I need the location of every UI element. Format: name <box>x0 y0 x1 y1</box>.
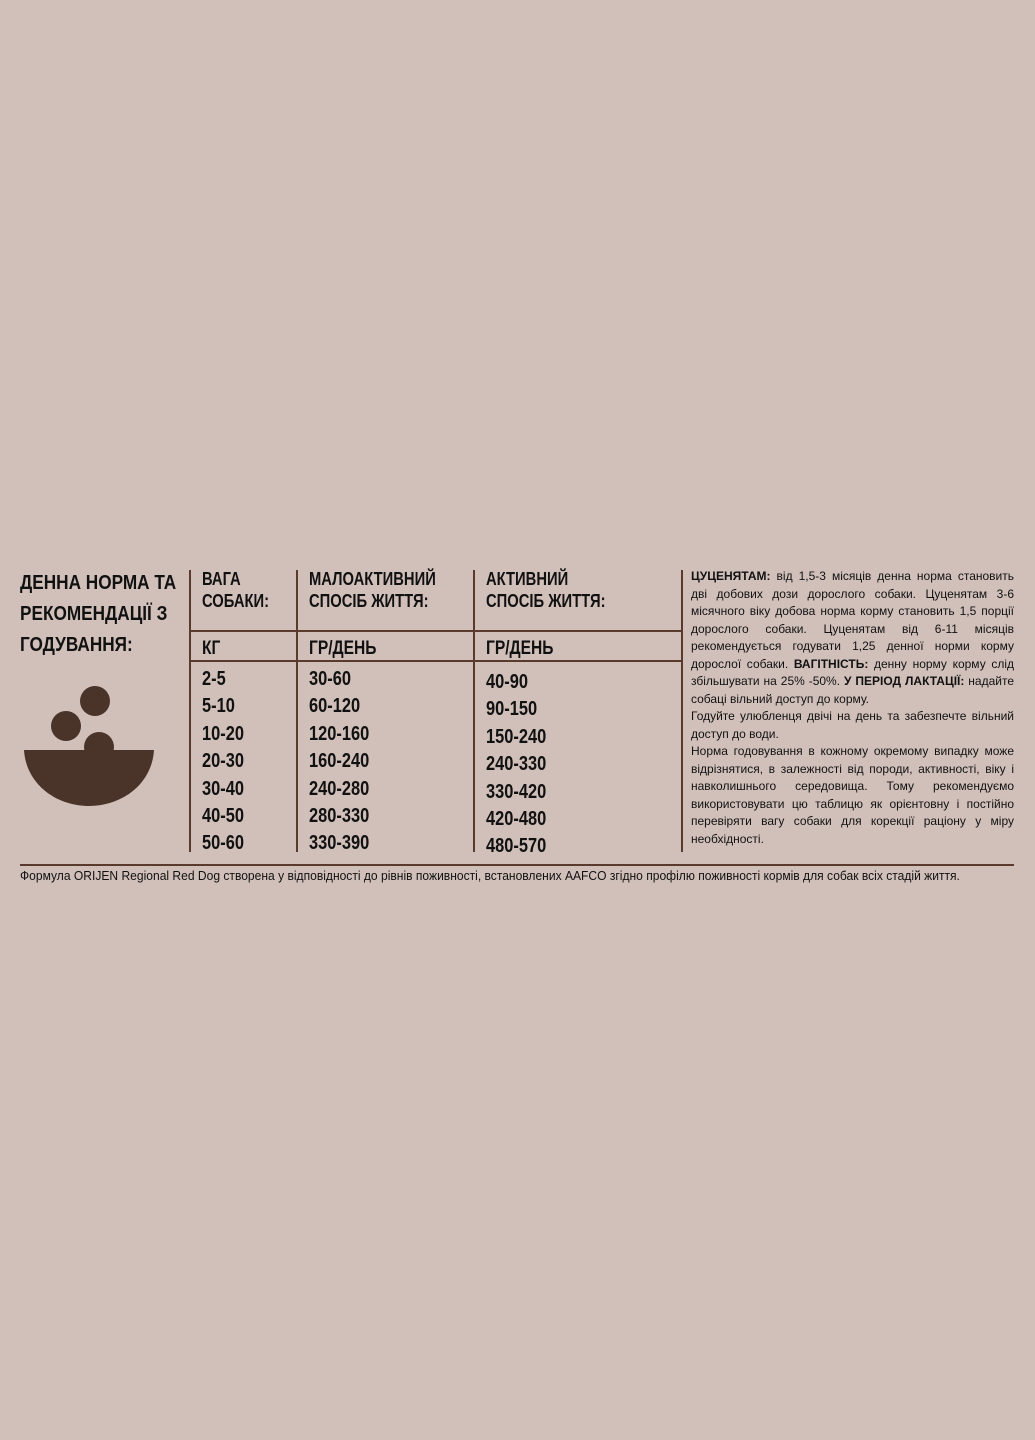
low-activity-header: МАЛОАКТИВНИЙ СПОСІБ ЖИТТЯ: <box>309 569 436 611</box>
weight-header: ВАГА СОБАКИ: <box>202 569 270 611</box>
table-cell: 330-420 <box>486 780 547 803</box>
footer-rule <box>20 864 1014 866</box>
table-cell: 240-280 <box>309 777 370 800</box>
table-cell: 480-570 <box>486 835 547 858</box>
table-cell: 10-20 <box>202 722 244 745</box>
table-divider-1 <box>189 570 191 852</box>
weight-values <box>202 668 253 860</box>
table-cell: 150-240 <box>486 725 547 748</box>
feeding-note <box>691 568 1014 848</box>
footer-text: Формула ORIJEN Regional Red Dog створена у відповідності до рівнів поживності, встановлених AAFCO згідно профілю поживності кормів для собак всіх стадій життя. <box>20 869 960 883</box>
table-cell: 280-330 <box>309 804 370 827</box>
table-cell: 330-390 <box>309 832 370 855</box>
table-cell: 30-40 <box>202 777 244 800</box>
weight-unit: КГ <box>202 638 221 659</box>
title-line-3: ГОДУВАННЯ: <box>20 634 133 656</box>
active-column <box>486 568 632 858</box>
table-cell: 40-90 <box>486 671 528 693</box>
table-cell: 90-150 <box>486 698 538 721</box>
table-cell: 50-60 <box>202 832 244 855</box>
low-activity-unit: ГР/ДЕНЬ <box>309 638 377 659</box>
table-cell: 30-60 <box>309 668 351 690</box>
table-cell: 2-5 <box>202 668 226 690</box>
table-cell: 20-30 <box>202 750 244 773</box>
table-divider-4 <box>681 570 683 852</box>
active-unit: ГР/ДЕНЬ <box>486 638 554 659</box>
low-activity-values <box>309 668 382 860</box>
active-values <box>486 671 559 863</box>
table-cell: 60-120 <box>309 695 361 718</box>
low-activity-column <box>309 568 464 855</box>
title-line-2: РЕКОМЕНДАЦІЇ З <box>20 603 168 625</box>
note-paragraph-3: Норма годовування в кожному окремому випадку може відрізнятися, в залежності від породи, активності, віку і навколишнього середовища. Тому рекомендуємо використовувати цю таблицю як орієнтовну і постійно перевіряти вагу собаки для корекції раціону у міру необхідності. <box>691 744 1014 846</box>
note-paragraph-1: ЦУЦЕНЯТАМ: від 1,5-3 місяців денна норма становить дві добових дози дорослого собаки. Цуценятам 3-6 місячного віку добова норма корму становить 1,5 порції дорослого собаки. Цуценятам від 6-11 місяців рекомендується годувати 1,25 денної норми корму дорослої собаки. ВАГІТНІСТЬ: денну норму корму слід збільшувати на 25% -50%. У ПЕРІОД ЛАКТАЦІЇ: надайте собаці вільний доступ до корму. <box>691 569 1015 706</box>
table-cell: 240-330 <box>486 753 547 776</box>
table-divider-3 <box>473 570 475 852</box>
table-cell: 5-10 <box>202 695 235 718</box>
page-title <box>20 568 177 661</box>
note-paragraph-2: Годуйте улюбленця двічі на день та забезпечте вільний доступ до води. <box>691 709 1014 741</box>
table-cell: 160-240 <box>309 750 370 773</box>
table-divider-2 <box>296 570 298 852</box>
weight-column <box>202 568 284 855</box>
header-rule <box>191 630 681 632</box>
active-header: АКТИВНИЙ СПОСІБ ЖИТТЯ: <box>486 569 606 611</box>
table-cell: 420-480 <box>486 807 547 830</box>
unit-rule <box>191 660 681 662</box>
bowl-icon <box>22 684 156 808</box>
table-cell: 40-50 <box>202 804 244 827</box>
table-cell: 120-160 <box>309 722 370 745</box>
title-line-1: ДЕННА НОРМА ТА <box>20 572 177 594</box>
